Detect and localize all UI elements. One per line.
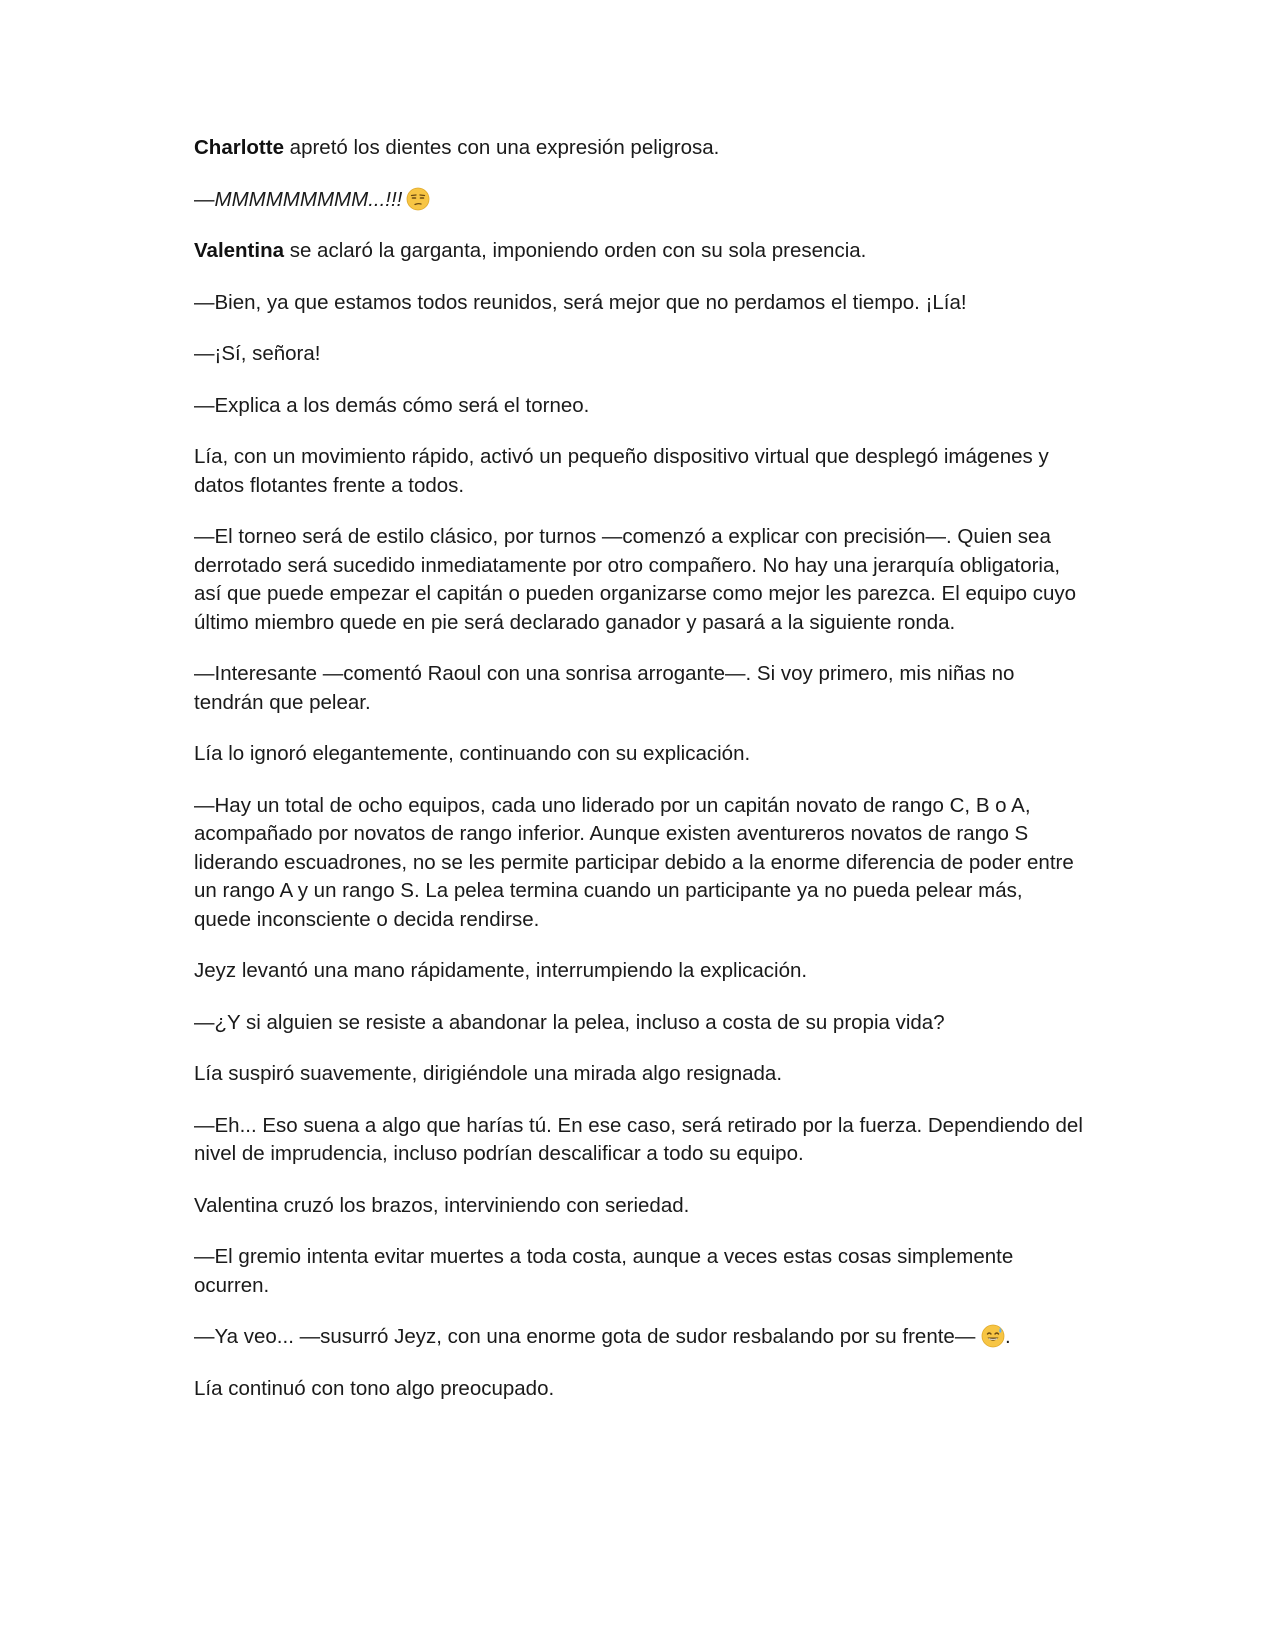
paragraph: —Bien, ya que estamos todos reunidos, será mejor que no perdamos el tiempo. ¡Lía! (194, 290, 967, 314)
paragraph (194, 186, 1084, 215)
paragraph: —¿Y si alguien se resiste a abandonar la pelea, incluso a costa de su propia vida? (194, 1010, 945, 1034)
dash: — (194, 187, 215, 211)
paragraph: —¡Sí, señora! (194, 342, 321, 365)
paragraph: —Eh... Eso suena a algo que harías tú. En ese caso, será retirado por la fuerza. Dependiendo del nivel de imprudencia, incluso podrían descalificar a todo su equipo. (194, 1113, 1083, 1165)
paragraph (194, 134, 1084, 163)
unamused-face-icon (406, 187, 430, 211)
paragraph: Jeyz levantó una mano rápidamente, interrumpiendo la explicación. (194, 959, 808, 982)
paragraph: —Explica a los demás cómo será el torneo. (194, 393, 590, 417)
speaker-name: Valentina (194, 239, 285, 262)
paragraph: —Interesante —comentó Raoul con una sonrisa arrogante—. Si voy primero, mis niñas no tendrán que pelear. (194, 662, 1015, 714)
paragraph: —El torneo será de estilo clásico, por turnos —comenzó a explicar con precisión—. Quien sea derrotado será sucedido inmediatamente por otro compañero. No hay una jerarquía obligatoria, así que puede empezar el capitán o pueden organizarse como mejor les parezca. El equipo cuyo último miembro quede en pie será declarado ganador y pasará a la siguiente ronda. (194, 525, 1077, 634)
paragraph: —El gremio intenta evitar muertes a toda costa, aunque a veces estas cosas simplemente ocurren. (194, 1245, 1014, 1297)
speaker-name: Charlotte (194, 136, 284, 159)
paragraph: Lía suspiró suavemente, dirigiéndole una mirada algo resignada. (194, 1062, 783, 1085)
paragraph: Valentina cruzó los brazos, interviniendo con seriedad. (194, 1193, 690, 1217)
paragraph: Lía continuó con tono algo preocupado. (194, 1376, 555, 1400)
paragraph: Lía, con un movimiento rápido, activó un pequeño dispositivo virtual que desplegó imágenes y datos flotantes frente a todos. (194, 445, 1049, 497)
paragraph: —Hay un total de ocho equipos, cada uno liderado por un capitán novato de rango C, B o A, acompañado por novatos de rango inferior. Aunque existen aventureros novatos de rango S liderando escuadrones, no se les permite participar debido a la enorme diferencia de poder entre un rango A y un rango S. La pelea termina cuando un participante ya no pueda pelear más, quede inconsciente o decida rendirse. (194, 793, 1074, 931)
grinning-sweat-face-icon (981, 1324, 1005, 1348)
paragraph-text: se aclaró la garganta, imponiendo orden con su sola presencia. (284, 239, 867, 262)
paragraph-text: apretó los dientes con una expresión peligrosa. (283, 136, 720, 159)
document-page (194, 134, 1084, 1426)
period: . (1005, 1325, 1011, 1348)
paragraph: Lía lo ignoró elegantemente, continuando con su explicación. (194, 742, 751, 765)
paragraph (194, 1323, 1084, 1352)
italic-text: MMMMMMMMM...!!! (214, 187, 403, 211)
paragraph (194, 237, 1084, 266)
paragraph-text: —Ya veo... —susurró Jeyz, con una enorme gota de sudor resbalando por su frente— (194, 1325, 982, 1348)
